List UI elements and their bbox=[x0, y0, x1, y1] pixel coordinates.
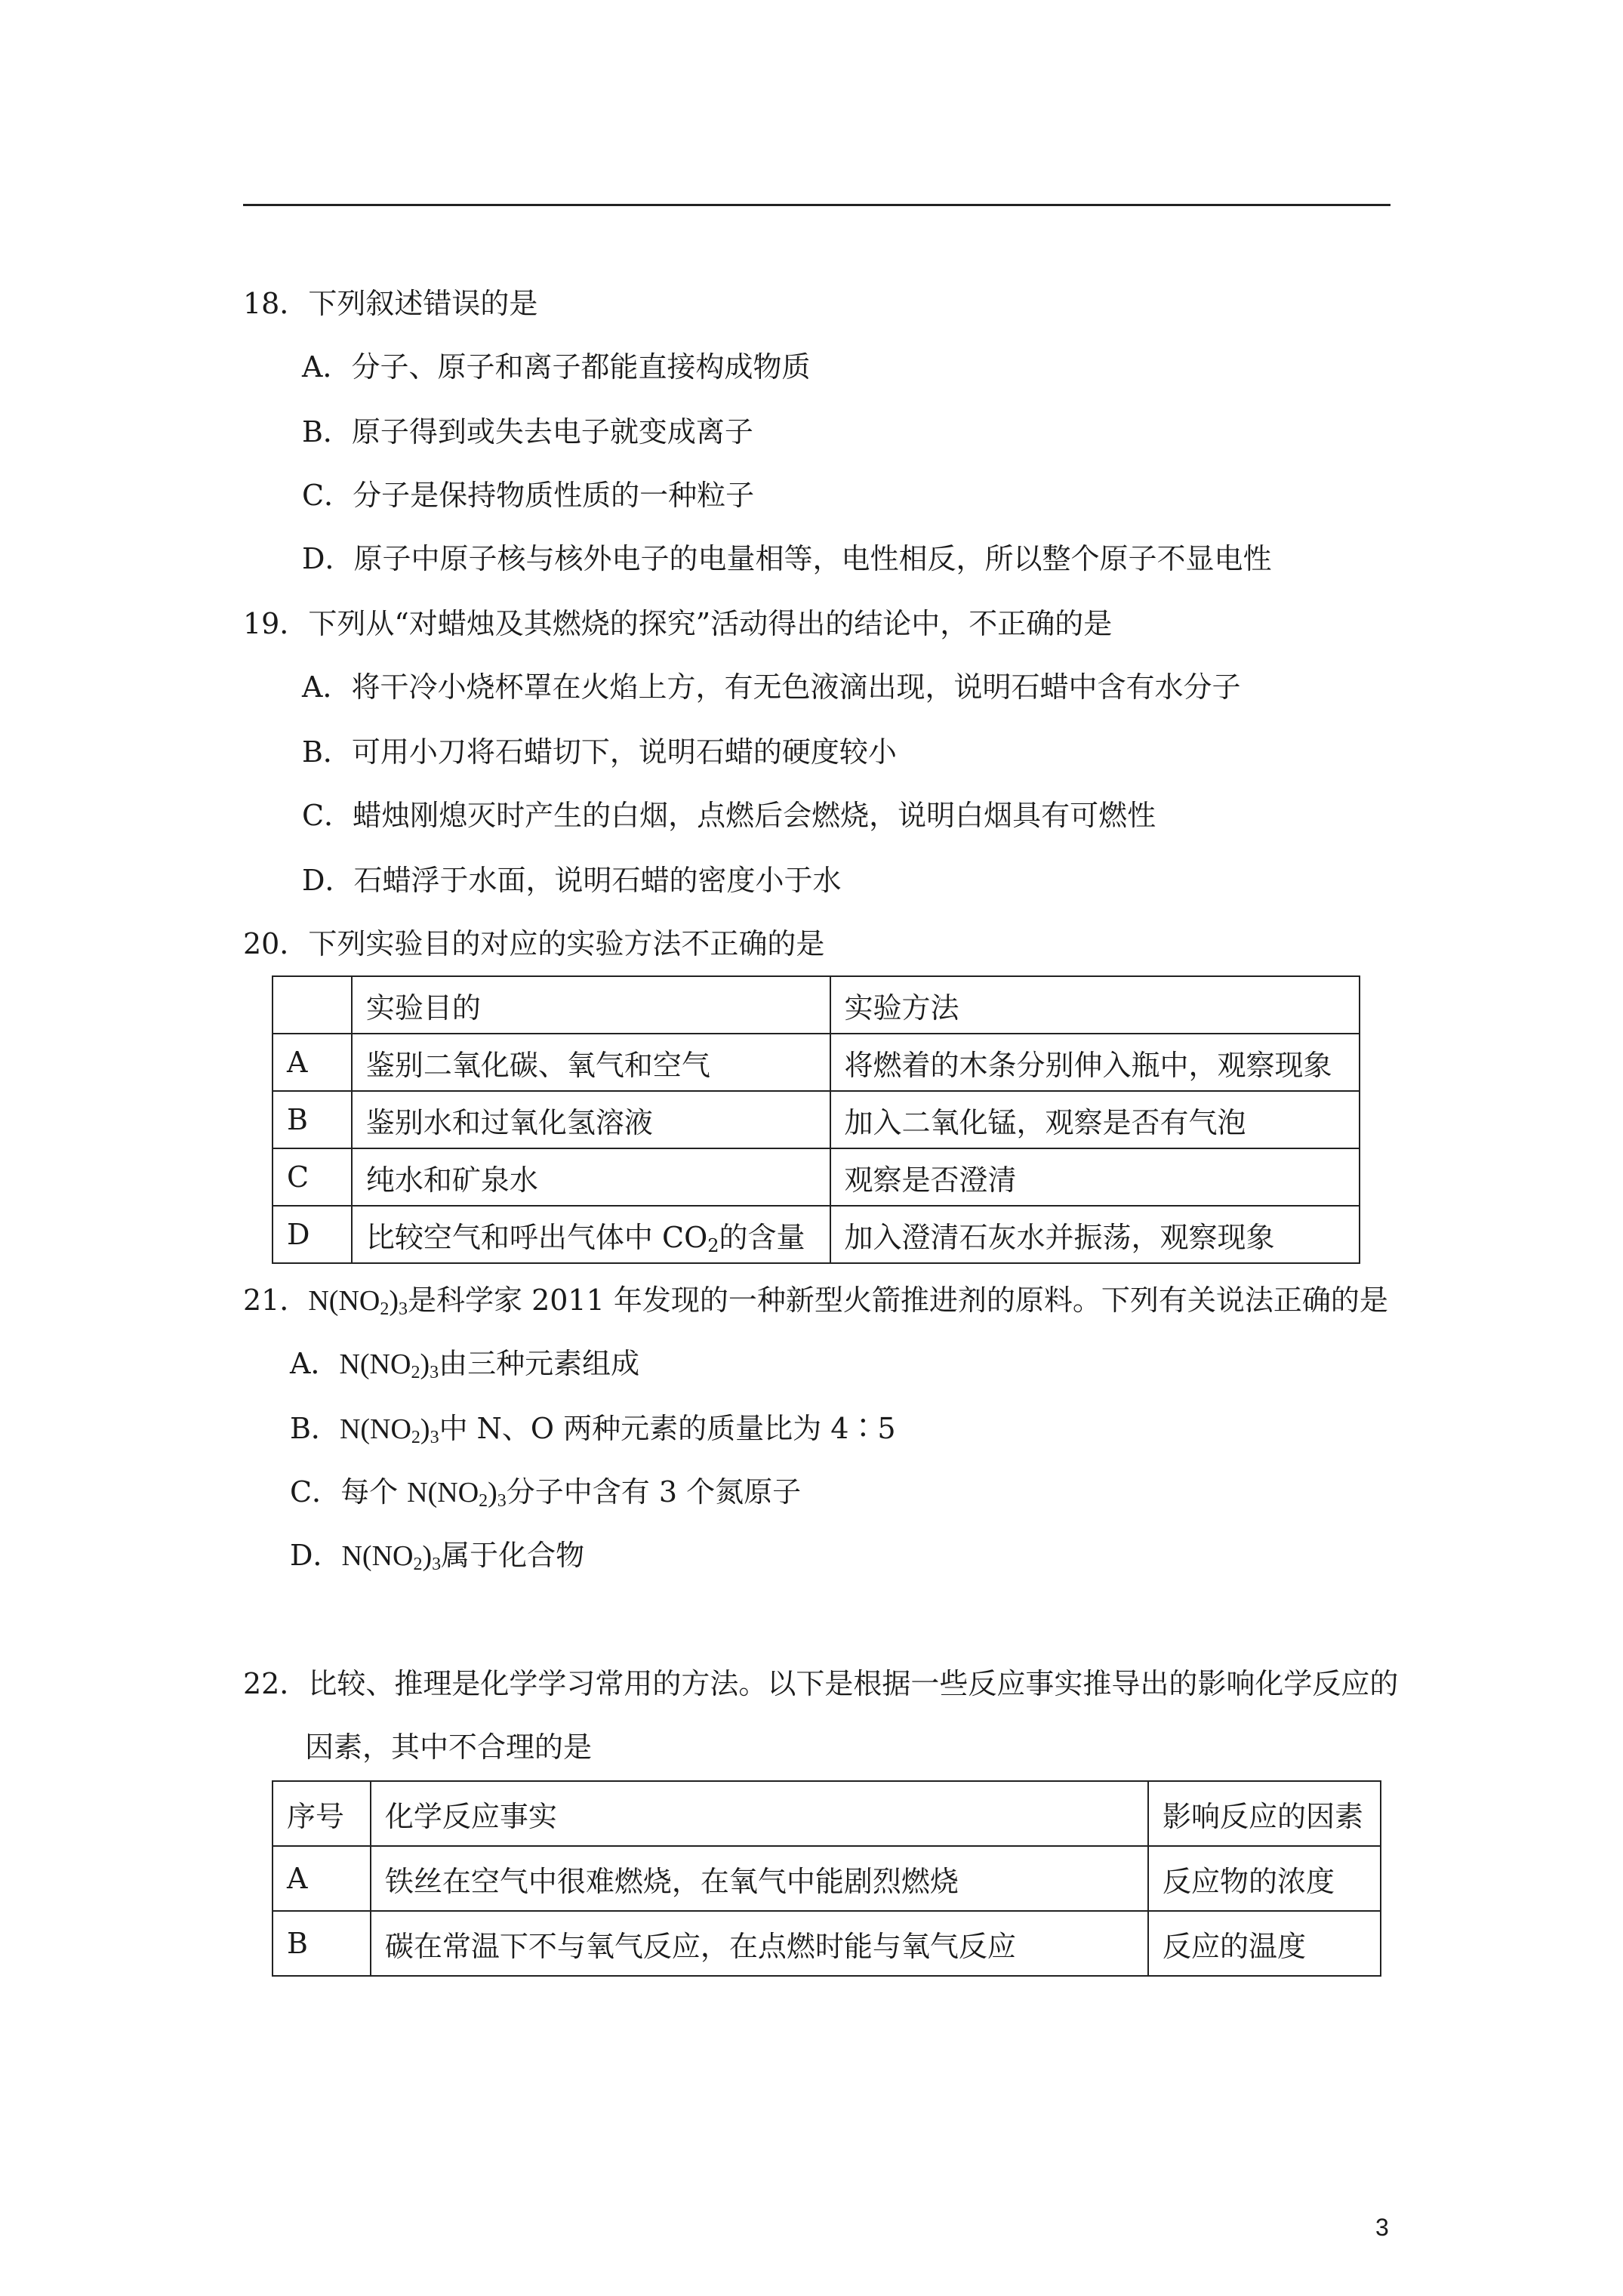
option-prefix: C．每个 bbox=[290, 1475, 408, 1509]
q18-option-d: D．原子中原子核与核外电子的电量相等，电性相反，所以整个原子不显电性 bbox=[302, 542, 1272, 575]
formula bbox=[341, 1540, 441, 1572]
q20-table bbox=[272, 975, 1360, 1264]
row-factor: 反应的温度 bbox=[1148, 1911, 1381, 1976]
formula-text: N(NO bbox=[341, 1540, 414, 1572]
row-fact: 碳在常温下不与氧气反应，在点燃时能与氧气反应 bbox=[371, 1911, 1148, 1976]
formula-text: ) bbox=[422, 1540, 433, 1572]
option-prefix: D． bbox=[290, 1539, 342, 1572]
table-header-cell: 影响反应的因素 bbox=[1148, 1781, 1381, 1846]
option-text: 分子中含有 3 个氮原子 bbox=[506, 1475, 802, 1509]
option-prefix: B． bbox=[290, 1412, 340, 1445]
q19-option-c: C．蜡烛刚熄灭时产生的白烟，点燃后会燃烧，说明白烟具有可燃性 bbox=[302, 799, 1156, 832]
table-header-cell bbox=[273, 976, 352, 1034]
q22-table bbox=[272, 1780, 1381, 1977]
q19-option-d: D．石蜡浮于水面，说明石蜡的密度小于水 bbox=[302, 864, 842, 897]
subscript: 2 bbox=[707, 1234, 719, 1256]
subscript: 2 bbox=[380, 1299, 390, 1319]
table-row bbox=[273, 1846, 1381, 1911]
q21-option-a bbox=[290, 1345, 639, 1382]
option-text: 中 N、O 两种元素的质量比为 4∶5 bbox=[439, 1412, 896, 1445]
q19-stem: 19．下列从“对蜡烛及其燃烧的探究”活动得出的结论中，不正确的是 bbox=[243, 607, 1113, 640]
formula bbox=[308, 1285, 408, 1317]
q22-stem-line1: 22．比较、推理是化学学习常用的方法。以下是根据一些反应事实推导出的影响化学反应的 bbox=[243, 1667, 1399, 1700]
row-key: C bbox=[273, 1148, 352, 1206]
table-header-row bbox=[273, 976, 1360, 1034]
table-header-cell: 序号 bbox=[273, 1781, 371, 1846]
q21-number: 21． bbox=[243, 1284, 309, 1317]
table-row bbox=[273, 1091, 1360, 1148]
purpose-text: 的含量 bbox=[719, 1220, 805, 1254]
row-key: A bbox=[273, 1846, 371, 1911]
q18-option-b: B．原子得到或失去电子就变成离子 bbox=[302, 415, 753, 448]
table-header-cell: 化学反应事实 bbox=[371, 1781, 1148, 1846]
table-header-cell: 实验目的 bbox=[352, 976, 830, 1034]
option-prefix: A． bbox=[290, 1347, 340, 1380]
row-key: B bbox=[273, 1911, 371, 1976]
table-row bbox=[273, 1911, 1381, 1976]
q21-stem-text: 是科学家 2011 年发现的一种新型火箭推进剂的原料。下列有关说法正确的是 bbox=[408, 1284, 1388, 1317]
option-text: 由三种元素组成 bbox=[439, 1347, 640, 1380]
q21-stem bbox=[243, 1282, 1388, 1319]
formula-text: ) bbox=[488, 1477, 497, 1509]
formula-text: ) bbox=[389, 1285, 399, 1317]
q20-stem: 20．下列实验目的对应的实验方法不正确的是 bbox=[243, 927, 825, 960]
q22-stem-line2: 因素，其中不合理的是 bbox=[305, 1730, 593, 1764]
row-key: A bbox=[273, 1034, 352, 1091]
q21-option-c bbox=[290, 1474, 801, 1511]
table-header-row bbox=[273, 1781, 1381, 1846]
formula bbox=[339, 1348, 439, 1380]
formula-text: N(NO bbox=[407, 1477, 479, 1509]
table-header-cell: 实验方法 bbox=[830, 976, 1360, 1034]
table-row bbox=[273, 1206, 1360, 1263]
subscript: 2 bbox=[411, 1363, 420, 1382]
row-factor: 反应物的浓度 bbox=[1148, 1846, 1381, 1911]
formula bbox=[407, 1477, 507, 1509]
formula-text: N(NO bbox=[339, 1348, 411, 1380]
option-text: 属于化合物 bbox=[441, 1539, 585, 1572]
row-purpose: 鉴别二氧化碳、氧气和空气 bbox=[352, 1034, 830, 1091]
row-key: B bbox=[273, 1091, 352, 1148]
page-number: 3 bbox=[1375, 2214, 1389, 2241]
row-fact: 铁丝在空气中很难燃烧，在氧气中能剧烈燃烧 bbox=[371, 1846, 1148, 1911]
table-row bbox=[273, 1148, 1360, 1206]
subscript: 2 bbox=[413, 1555, 423, 1574]
row-purpose: 纯水和矿泉水 bbox=[352, 1148, 830, 1206]
q21-option-d bbox=[290, 1537, 584, 1574]
q18-option-a: A．分子、原子和离子都能直接构成物质 bbox=[302, 350, 811, 384]
purpose-text: 比较空气和呼出气体中 CO bbox=[365, 1220, 708, 1254]
row-key: D bbox=[273, 1206, 352, 1263]
q21-option-b bbox=[290, 1410, 896, 1447]
q19-option-b: B．可用小刀将石蜡切下，说明石蜡的硬度较小 bbox=[302, 735, 897, 769]
formula-text: ) bbox=[420, 1413, 430, 1445]
subscript: 3 bbox=[497, 1491, 507, 1511]
table-row bbox=[273, 1034, 1360, 1091]
subscript: 2 bbox=[479, 1491, 488, 1511]
q19-option-a: A．将干冷小烧杯罩在火焰上方，有无色液滴出现，说明石蜡中含有水分子 bbox=[302, 670, 1241, 704]
subscript: 2 bbox=[411, 1428, 420, 1447]
formula-text: ) bbox=[420, 1348, 430, 1380]
q18-option-c: C．分子是保持物质性质的一种粒子 bbox=[302, 479, 755, 512]
subscript: 3 bbox=[399, 1299, 408, 1319]
formula-text: N(NO bbox=[308, 1285, 380, 1317]
row-purpose bbox=[352, 1206, 830, 1263]
subscript: 3 bbox=[430, 1363, 439, 1382]
subscript: 3 bbox=[432, 1555, 442, 1574]
row-method: 观察是否澄清 bbox=[830, 1148, 1360, 1206]
subscript: 3 bbox=[430, 1428, 439, 1447]
row-purpose: 鉴别水和过氧化氢溶液 bbox=[352, 1091, 830, 1148]
formula bbox=[340, 1413, 439, 1445]
row-method: 将燃着的木条分别伸入瓶中，观察现象 bbox=[830, 1034, 1360, 1091]
q18-stem: 18．下列叙述错误的是 bbox=[243, 287, 538, 320]
row-method: 加入澄清石灰水并振荡，观察现象 bbox=[830, 1206, 1360, 1263]
header-rule bbox=[243, 204, 1390, 206]
formula-text: N(NO bbox=[339, 1413, 411, 1445]
row-method: 加入二氧化锰，观察是否有气泡 bbox=[830, 1091, 1360, 1148]
